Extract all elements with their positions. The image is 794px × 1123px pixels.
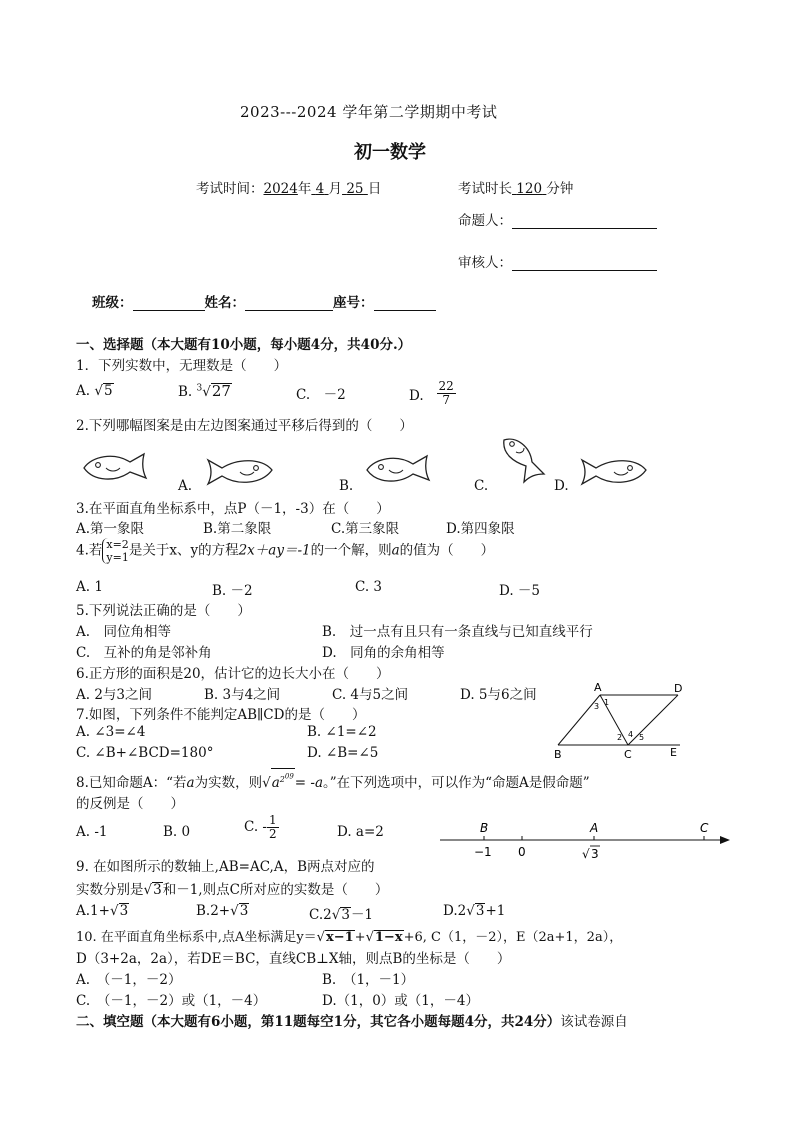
- q1-option-c: C. －2: [296, 387, 346, 403]
- exam-day: 25: [346, 181, 364, 197]
- q7-parallelogram-figure: [548, 680, 688, 762]
- label-d: D: [674, 682, 683, 695]
- q5-option-a[interactable]: A. 同位角相等: [76, 624, 172, 640]
- q8-radical: $a^{2^{09}}$: [271, 768, 295, 790]
- q10-stem-line1: 10. 在平面直角坐标系中,点A坐标满足y＝√x−1+√1−x+6, C（1，－2），E（2a+1，2a），: [76, 930, 623, 945]
- q3-option-d[interactable]: D.第四象限: [446, 521, 515, 537]
- q2-option-d-fish-image[interactable]: [578, 452, 652, 490]
- student-info-line: [92, 291, 436, 311]
- exam-subtitle: 初一数学: [354, 142, 426, 163]
- q10-option-a[interactable]: A. （－1，－2）: [76, 972, 182, 988]
- q2-option-c-fish-image[interactable]: [494, 432, 550, 488]
- point-c-label: C: [700, 821, 709, 835]
- section2-tail: 该试卷源自: [560, 1014, 628, 1030]
- line-dc: [628, 695, 678, 745]
- q8-stem-line2: 的反例是（ ）: [76, 796, 184, 812]
- q9-stem-line1: 9. 在如图所示的数轴上,AB=AC,A，B两点对应的: [76, 859, 375, 875]
- q6-stem: 6.正方形的面积是20，估计它的边长大小在（ ）: [76, 666, 390, 682]
- q10-stem-line2: D（3+2a，2a），若DE＝BC，直线CB⊥X轴，则点B的坐标是（ ）: [76, 951, 511, 967]
- q7-option-b[interactable]: B. ∠1=∠2: [307, 724, 377, 740]
- author-label: 命题人：: [458, 213, 512, 229]
- q10-option-d[interactable]: D.（1，0）或（1，－4）: [322, 993, 479, 1009]
- class-blank[interactable]: [133, 294, 205, 311]
- q1-option-d: D. $\frac{22}{7}$: [409, 379, 454, 407]
- section2-heading-line: [76, 1010, 628, 1030]
- q7-option-c[interactable]: C. ∠B+∠BCD=180°: [76, 745, 214, 761]
- tick-neg1-label: −1: [474, 845, 492, 859]
- q7-stem: 7.如图，下列条件不能判定AB∥CD的是（ ）: [76, 707, 366, 723]
- duration-value: 120: [516, 181, 543, 197]
- reviewer-blank[interactable]: [512, 254, 657, 271]
- label-b: B: [554, 748, 562, 761]
- section2-heading: 二、填空题（本大题有6小题，第11题每空1分，其它各小题每题4分，共24分）: [76, 1014, 561, 1030]
- q3-option-c[interactable]: C.第三象限: [331, 521, 400, 537]
- q4-option-c[interactable]: C. 3: [355, 579, 383, 595]
- label-e: E: [670, 746, 677, 759]
- q2-option-a[interactable]: A.: [178, 478, 193, 494]
- q2-option-a-fish-image[interactable]: [204, 452, 278, 490]
- point-a-label: A: [590, 821, 599, 835]
- q3-option-a[interactable]: A.第一象限: [76, 521, 145, 537]
- q4-option-b[interactable]: B. －2: [212, 583, 253, 599]
- q10-option-b[interactable]: B. （1，－1）: [322, 972, 415, 988]
- q9-option-b[interactable]: B.2+√3: [196, 903, 249, 919]
- label-a: A: [594, 681, 602, 694]
- q3-option-b[interactable]: B.第二象限: [203, 521, 272, 537]
- q1-stem: 1．下列实数中，无理数是（ ）: [76, 358, 288, 374]
- seat-blank[interactable]: [374, 294, 436, 311]
- q9-option-c[interactable]: C.2√3－1: [309, 907, 374, 923]
- q2-stem: 2.下列哪幅图案是由左边图案通过平移后得到的（ ）: [76, 418, 413, 434]
- class-label: 班级：: [92, 295, 133, 311]
- q9-option-d[interactable]: D.2√3+1: [443, 903, 506, 919]
- q3-stem: 3.在平面直角坐标系中，点P（－1，-3）在（ ）: [76, 501, 390, 517]
- q8-option-b[interactable]: B. 0: [163, 824, 191, 840]
- q8-stem: 8.已知命题A：“若a为实数，则$√a^{2^{09}}= -a$。”在下列选项中，可以作为“命题A是假命题”: [76, 768, 590, 791]
- author-line: [458, 209, 657, 229]
- day-unit: 日: [367, 181, 382, 197]
- month-unit: 月: [328, 181, 343, 197]
- q6-option-c[interactable]: C. 4与5之间: [332, 687, 409, 703]
- label-angle-5: 5: [639, 733, 645, 742]
- exam-title: 2023---2024 学年第二学期期中考试: [240, 103, 498, 121]
- duration-line: [458, 177, 573, 197]
- q4-equation-system: x=2 y=1: [102, 538, 128, 564]
- tick-0-label: 0: [518, 845, 526, 859]
- q4-option-a[interactable]: A. 1: [76, 579, 103, 595]
- q6-option-b[interactable]: B. 3与4之间: [204, 687, 281, 703]
- label-angle-3: 3: [594, 702, 600, 711]
- q9-number-line-figure: [438, 818, 734, 868]
- label-angle-2: 2: [617, 733, 623, 742]
- q10-option-c[interactable]: C. （－1，－2）或（1，－4）: [76, 993, 267, 1009]
- section1-heading: 一、选择题（本大题有10小题，每小题4分，共40分.）: [76, 337, 412, 353]
- q4-option-d[interactable]: D. －5: [499, 583, 541, 599]
- name-label: 姓名：: [204, 295, 245, 311]
- q7-option-a[interactable]: A. ∠3=∠4: [76, 724, 146, 740]
- q5-option-b[interactable]: B. 过一点有且只有一条直线与已知直线平行: [322, 624, 593, 640]
- reviewer-label: 审核人：: [458, 255, 512, 271]
- q4-stem: 4.若 x=2 y=1 是关于x、y的方程2x＋ay＝-1的一个解，则a的值为（ ）: [76, 538, 495, 564]
- q2-option-d[interactable]: D.: [554, 478, 569, 494]
- duration-label: 考试时长: [458, 181, 512, 197]
- q5-option-d[interactable]: D. 同角的余角相等: [322, 645, 445, 661]
- reviewer-line: [458, 251, 657, 271]
- number-line-arrow: [720, 836, 730, 844]
- q9-stem-line2: 实数分别是√3和－1,则点C所对应的实数是（ ）: [76, 882, 389, 898]
- q8-option-a[interactable]: A. -1: [76, 824, 108, 840]
- point-b-label: B: [480, 821, 489, 835]
- seat-label: 座号：: [333, 295, 374, 311]
- q2-original-fish-image: [78, 448, 152, 486]
- q6-option-a[interactable]: A. 2与3之间: [76, 687, 153, 703]
- exam-time-line: [196, 177, 381, 197]
- tick-sqrt3-radical: √: [582, 847, 590, 861]
- q1-option-b: B. $^3$√27: [178, 382, 231, 400]
- exam-year: 2024: [263, 181, 298, 197]
- name-blank[interactable]: [245, 294, 333, 311]
- q1-option-a: A. √5: [76, 383, 113, 399]
- q9-option-a[interactable]: A.1+√3: [76, 903, 129, 919]
- q2-option-b-fish-image[interactable]: [361, 450, 435, 488]
- q8-option-d[interactable]: D. a=2: [337, 824, 384, 840]
- exam-month: 4: [315, 181, 325, 197]
- label-angle-4: 4: [628, 730, 634, 739]
- label-angle-1: 1: [604, 698, 610, 707]
- label-c: C: [624, 748, 632, 761]
- q2-option-c[interactable]: C.: [474, 478, 489, 494]
- q7-option-d[interactable]: D. ∠B=∠5: [307, 745, 379, 761]
- duration-unit: 分钟: [546, 181, 574, 197]
- q5-stem: 5.下列说法正确的是（ ）: [76, 603, 251, 619]
- exam-time-label: 考试时间：: [196, 181, 264, 197]
- author-blank[interactable]: [512, 212, 657, 229]
- q8-option-c[interactable]: C. - $\frac{1}{2}$: [244, 813, 277, 841]
- q5-option-c[interactable]: C. 互补的角是邻补角: [76, 645, 212, 661]
- year-unit: 年: [297, 181, 312, 197]
- q6-option-d[interactable]: D. 5与6之间: [460, 687, 537, 703]
- q2-option-b[interactable]: B.: [339, 478, 354, 494]
- tick-sqrt3-label: 3: [591, 847, 599, 861]
